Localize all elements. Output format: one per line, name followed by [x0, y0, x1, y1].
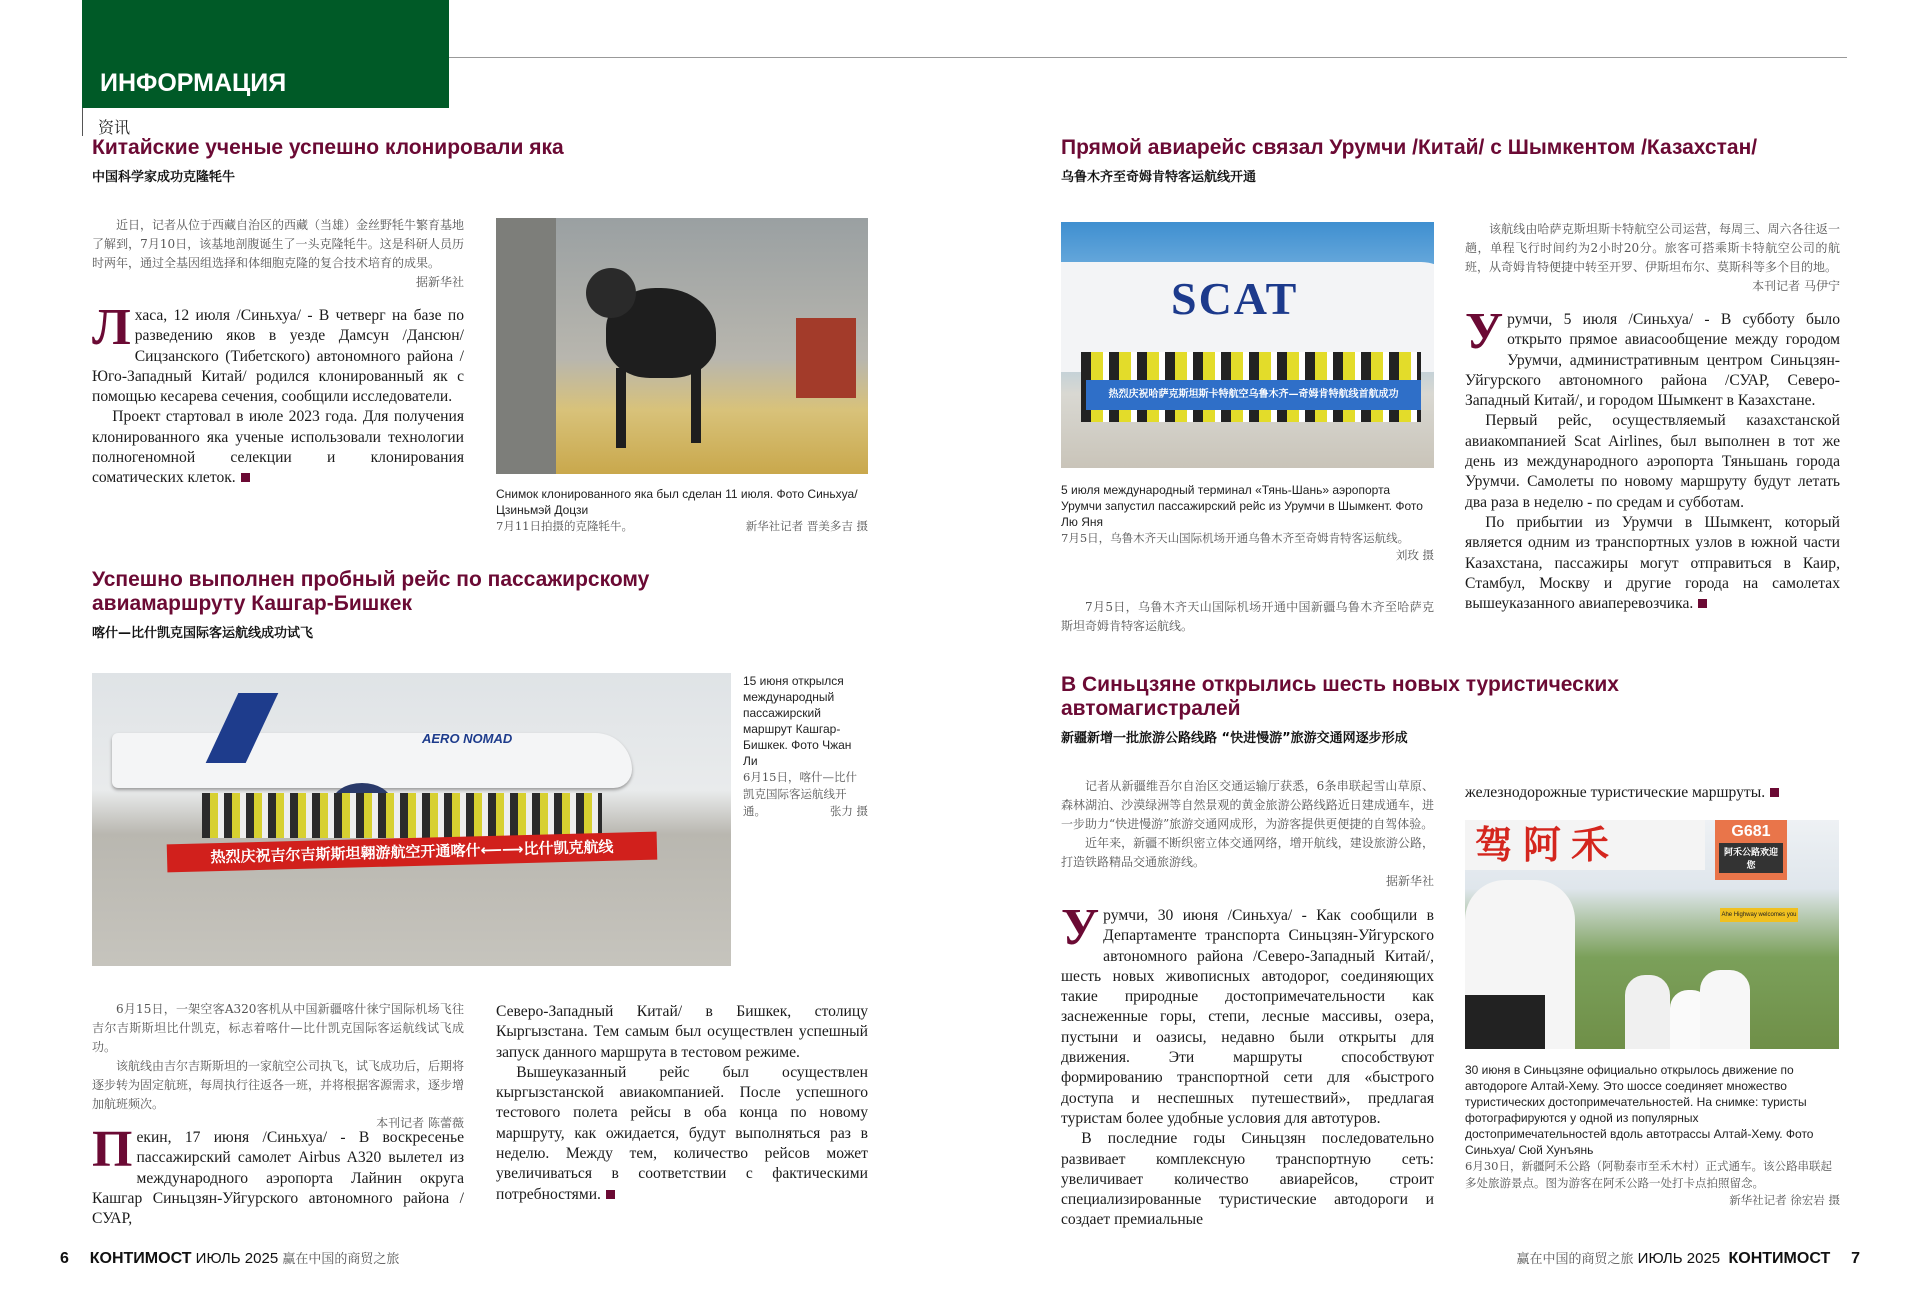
section-header [82, 0, 449, 108]
slogan: 赢在中国的商贸之旅 [1516, 1252, 1634, 1267]
end-mark [1698, 599, 1707, 608]
article4-zh-text: 记者从新疆维吾尔自治区交通运输厅获悉，6条串联起雪山草原、森林湖泊、沙漠绿洲等自然景观的黄金旅游公路线路近日建成通车，进一步助力“快进慢游”旅游交通网成形，为游客提供更便捷的自驾体验。 近年来，新疆不断织密立体交通网络，增开航线，建设旅游公路，打造铁路精品交通旅游线。 据新华社 [1061, 779, 1434, 888]
route-sign: G681 阿禾公路欢迎您 [1715, 820, 1787, 880]
scat-plane-photo [1061, 222, 1434, 468]
magazine-name: КОНТИМОСТ [1728, 1250, 1831, 1267]
article3-zh-text1: 7月5日，乌鲁木齐天山国际机场开通中国新疆乌鲁木齐至哈萨克斯坦奇姆肯特客运航线。 [1061, 600, 1434, 633]
article2-body-col1: Пекин, 17 июня /Синьхуа/ - В воскресенье пассажирский самолет Airbus A320 вылетел из международного аэропорта Лайнин округа Кашгар Синьцзян-Уйгурского автономного района /СУАР, [92, 1121, 464, 1228]
section-title: ИНФОРМАЦИЯ [100, 69, 287, 97]
article1-title: Китайские ученые успешно клонировали яка [92, 136, 564, 159]
article2-zh-text: 6月15日，一架空客A320客机从中国新疆喀什徕宁国际机场飞往吉尔吉斯斯坦比什凯克，标志着喀什—比什凯克国际客运航线试飞成功。 该航线由吉尔吉斯斯坦的一家航空公司执飞，试飞成功后，后期将逐步转为固定航班，每周执行往返各一班，并将根据客源需求，逐步增加航班频次。 本刊记者 陈蕾薇 [92, 1002, 465, 1130]
article4-body-col1: Урумчи, 30 июня /Синьхуа/ - Как сообщили в Департаменте транспорта Синьцзян-Уйгурского автономного района /Северо-Западный Китай/, шесть новых живописных автодорог, соединяющих такие природные достопримечательности как заснеженные горы, степи, лесные массивы, озера, пустыни и оазисы, недавно были открыты для движения. Эти маршруты способствуют формированию транспортной сети для «быстрого доступа и неспешных путешествий», предлагая туристам более удобные условия для автотуров. В последние годы Синьцзян последовательно развивает комплексную транспортную сеть: увеличивает количество авиарейсов, строит специализированные туристические автодороги и создает премиальные [1061, 899, 1434, 1229]
article4-subtitle-zh: 新疆新增一批旅游公路线路 “快进慢游”旅游交通网逐步形成 [1061, 731, 1408, 746]
article3-zh-text2: 该航线由哈萨克斯坦斯卡特航空公司运营，每周三、周六各往返一趟，单程飞行时间约为2小时20分。旅客可搭乘斯卡特航空公司的航班，从奇姆肯特便捷中转至开罗、伊斯坦布尔、莫斯科等多个目的地。 本刊记者 马伊宁 [1465, 222, 1840, 293]
aeronomad-logo: AERO NOMAD [422, 731, 513, 746]
issue-date: ИЮЛЬ 2025 [1637, 1250, 1721, 1267]
ahe-highway-photo [1465, 820, 1839, 1049]
scat-logo: SCAT [1171, 273, 1299, 324]
article2-body-col2: Северо-Западный Китай/ в Бишкек, столицу Кыргызстана. Тем самым был осуществлен успешный запуск данного маршрута в тестовом режиме. Вышеуказанный рейс был осуществлен кыргызстанской авиакомпанией. После успешного тестового полета рейсы в оба конца по новому маршруту, как ожидается, будут выполняться раз в неделю. Между тем, количество рейсов может увеличиваться в соответствии с фактическими потребностями. [496, 1003, 868, 1203]
section-divider [82, 108, 83, 136]
top-rule [449, 57, 1847, 58]
welcome-sign: Ahe Highway welcomes you [1720, 908, 1798, 922]
ahe-photo-caption: 30 июня в Синьцзяне официально открылось движение по автодороге Алтай-Хему. Это шоссе соединяет множество туристических достопримечательностей. На снимке: туристы фотографируются у одной из популярных достопримечательностей вдоль автотрассы Алтай-Хему. Фото Синьхуа/ Сюй Хунъянь 6月30日，新疆阿禾公路（阿勒泰市至禾木村）正式通车。该公路串联起多处旅游景点。图为游客在阿禾公路一处打卡点拍照留念。 新华社记者 徐宏岩 摄 [1465, 1063, 1840, 1207]
article2-title: Успешно выполнен пробный рейс по пассажирскому авиамаршруту Кашгар-Бишкек [92, 568, 650, 615]
article3-subtitle-zh: 乌鲁木齐至奇姆肯特客运航线开通 [1061, 170, 1257, 185]
article2-subtitle-zh: 喀什—比什凯克国际客运航线成功试飞 [92, 626, 314, 641]
footer-left [60, 1248, 399, 1268]
banner: 热烈庆祝吉尔吉斯斯坦翱游航空开通喀什⟵⟶比什凯克航线 [167, 832, 658, 873]
article1-body: Лхаса, 12 июля /Синьхуа/ - В четверг на базе по разведению яков в уезде Дамсун /Дансюн/ Сицзанского (Тибетского) автономного района /Юго-Западный Китай/ родился клонированный як с помощью кесарева сечения, сообщили исследователи. Проект стартовал в июле 2023 года. Для получения клонированного яка ученые использовали технологии полногеномной селекции и клонирования соматических клеток. [92, 299, 464, 487]
magazine-name: КОНТИМОСТ [89, 1250, 192, 1267]
article3-body: Урумчи, 5 июля /Синьхуа/ - В субботу было открыто прямое авиасообщение между городом Урумчи, административным центром Синьцзян-Уйгурского автономного района /СУАР, Северо-Западный Китай/, и городом Шымкент в Казахстане. Первый рейс, осуществляемый казахстанской авиакомпанией Scat Airlines, был выполнен в тот же день из международного аэропорта Тяньшань города Урумчи. Самолеты по новому маршруту будут летать два раза в неделю - по средам и субботам. По прибытии из Урумчи в Шымкент, который является одним из транспортных узлов в южной части Казахстана, пассажиры могут отправиться в Каир, Стамбул, Москву и другие города на самолетах вышеуказанного авиаперевозчика. [1465, 303, 1840, 613]
plane-photo-caption: 15 июня открылся международный пассажирский маршрут Кашгар-Бишкек. Фото Чжан Ли 6月15日，喀什—比什凯克国际客运航线开通。 张力 摄 [743, 674, 868, 818]
article1-zh-text: 近日，记者从位于西藏自治区的西藏（当雄）金丝野牦牛繁育基地了解到，7月10日，该基地剖腹诞生了一头克隆牦牛。这是科研人员历时两年，通过全基因组选择和体细胞克隆的复合技术培育的成果。 据新华社 [92, 218, 465, 289]
end-mark [241, 473, 250, 482]
page-number: 6 [60, 1250, 69, 1267]
slogan: 赢在中国的商贸之旅 [282, 1252, 400, 1267]
issue-date: ИЮЛЬ 2025 [195, 1250, 279, 1267]
end-mark [1770, 788, 1779, 797]
photo-sign: 驾阿禾 [1465, 820, 1705, 870]
page-number: 7 [1851, 1250, 1860, 1267]
yak-photo [496, 218, 868, 474]
article1-subtitle-zh: 中国科学家成功克隆牦牛 [92, 170, 236, 185]
yak-photo-caption: Снимок клонированного яка был сделан 11 июля. Фото Синьхуа/ Цзиньмэй Доцзи 7月11日拍摄的克隆牦牛。 新华社记者 晋美多吉 摄 [496, 487, 868, 533]
scat-photo-caption: 5 июля международный терминал «Тянь-Шань» аэропорта Урумчи запустил пассажирский рейс из Урумчи в Шымкент. Фото Лю Яня 7月5日，乌鲁木齐天山国际机场开通乌鲁木齐至奇姆肯特客运航线。 刘玫 摄 [1061, 483, 1434, 562]
article4-body-col2: железнодорожные туристические маршруты. [1465, 783, 1840, 803]
section-subtitle-zh: 资讯 [98, 118, 131, 137]
banner: 热烈庆祝哈萨克斯坦斯卡特航空乌鲁木齐—奇姆肯特航线首航成功 [1086, 380, 1421, 410]
end-mark [606, 1190, 615, 1199]
article4-title: В Синьцзяне открылись шесть новых туристических автомагистралей [1061, 673, 1619, 720]
article3-title: Прямой авиарейс связал Урумчи /Китай/ с Шымкентом /Казахстан/ [1061, 136, 1758, 159]
footer-right [1516, 1248, 1860, 1268]
aeronomad-plane-photo [92, 673, 731, 966]
